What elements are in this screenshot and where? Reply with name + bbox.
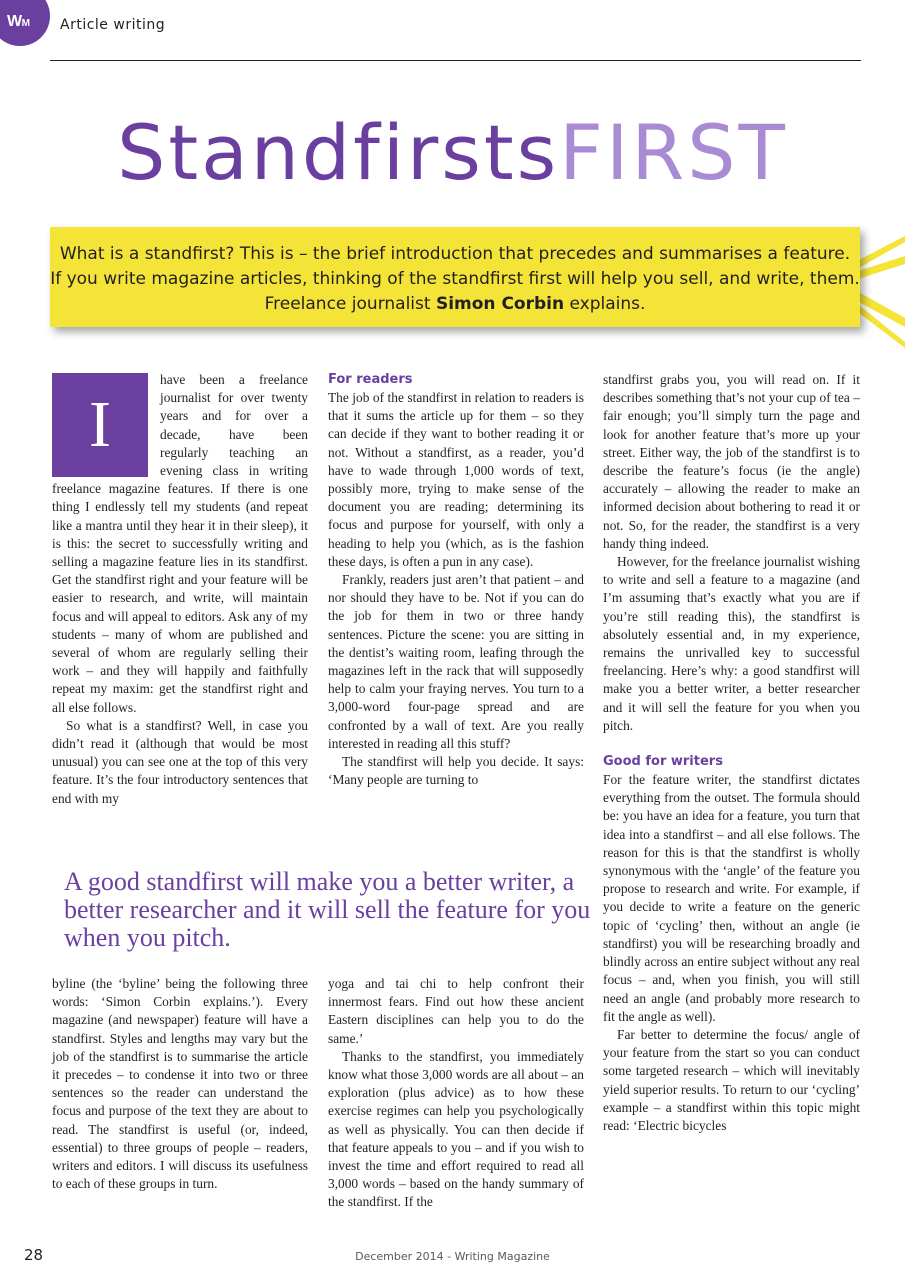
paragraph: have been a freelance journalist for over twenty years and for over a decade, have been regularly teaching an evening class in writing freelance magazine features. If there is one thing I endlessly tell my students (and repeat like a mantra until they hear it in their sleep), it is this: the secret to successfully writing and selling a magazine feature lies in its standfirst. Get the standfirst right and your feature will be easier to research, and write, will maintain focus and will appeal to editors. Ask any of my students – many of whom are published and several of whom are regularly selling their work – and they will happily and faithfully repeat my maxim: get the standfirst right and all else follows. xyxy=(52,372,308,715)
subheading-good-for-writers: Good for writers xyxy=(603,754,723,770)
magazine-logo xyxy=(0,0,50,46)
header-divider xyxy=(50,60,861,61)
drop-cap: I xyxy=(52,373,148,477)
paragraph: byline (the ‘byline’ being the following three words: ‘Simon Corbin explains.’). Every magazine (and newspaper) feature will have a standfirst. Styles and lengths may vary but the job of the standfirst is to summarise the article it precedes – to condense it into two or three sentences so the reader can understand the focus and purpose of the text they are about to read. The standfirst is useful (or, indeed, essential) to three groups of people – readers, writers and editors. I will discuss its usefulness to each of these groups in turn. xyxy=(52,976,308,1192)
standfirst-line-1: What is a standfirst? This is – the brief introduction that precedes and summarises a feature. xyxy=(59,244,851,264)
paragraph: So what is a standfirst? Well, in case you didn’t read it (although that would be most unusual) you can see one at the top of this very feature. It’s the four introductory sentences that end with my xyxy=(52,717,308,806)
standfirst-line-3: Freelance journalist Simon Corbin explains. xyxy=(264,294,646,314)
column-1-top xyxy=(52,371,308,808)
paragraph: Far better to determine the focus/ angle of your feature from the start so you can conduct some targeted research – which will inevitably yield superior results. To return to our ‘cycling’ example – a standfirst within this topic might read: ‘Electric bicycles xyxy=(603,1026,860,1133)
column-3 xyxy=(603,371,860,1135)
column-2-bottom xyxy=(328,975,584,1212)
column-1-bottom xyxy=(52,975,308,1193)
article-title xyxy=(0,108,905,198)
title-part-standfirsts: Standfirsts xyxy=(117,108,560,197)
logo-text: WM xyxy=(7,13,30,30)
paragraph: The standfirst will help you decide. It says: ‘Many people are turning to xyxy=(328,754,584,788)
paragraph: yoga and tai chi to help confront their innermost fears. Find out how these ancient Eastern disciplines can help you to do the same.’ xyxy=(328,976,584,1046)
paragraph: However, for the freelance journalist wishing to write and sell a feature to a magazine (and I’m assuming that’s exactly what you are if you’re still reading this), the standfirst is absolutely essential and, in my experience, remains the unrivalled key to successful freelancing. Here’s why: a good standfirst will make you a better writer, a better researcher and it will sell the feature for you when you pitch. xyxy=(603,554,860,733)
subheading-for-readers: For readers xyxy=(328,372,413,387)
pull-quote: A good standfirst will make you a better writer, a better researcher and it will sell the feature for you when you pitch. xyxy=(64,867,591,952)
author-name: Simon Corbin xyxy=(435,294,565,314)
paragraph: Thanks to the standfirst, you immediately know what those 3,000 words are all about – an exploration (plus advice) as to how these exercise regimes can help you psychologically as well as physically. You can then decide if that feature appeals to you – and if you wish to invest the time and effort required to read all 3,000 words – based on the handy summary of the standfirst. If the xyxy=(328,1048,584,1210)
issue-footer: December 2014 - Writing Magazine xyxy=(355,1250,550,1263)
standfirst-box xyxy=(50,227,860,327)
page-number: 28 xyxy=(24,1246,44,1264)
column-2-top xyxy=(328,371,584,789)
standfirst-line-2: If you write magazine articles, thinking of the standfirst first will help you sell, and write, them. xyxy=(50,269,860,289)
section-label: Article writing xyxy=(60,17,166,33)
paragraph: standfirst grabs you, you will read on. If it describes something that’s not your cup of tea – fair enough; you’ll simply turn the page and look for another feature that’s more up your street. Either way, the job of the standfirst is to describe the feature’s focus (ie the angle) accurately – allowing the reader to make an informed decision about bothering to read it or not. So, for the reader, the standfirst is a very handy thing indeed. xyxy=(603,372,860,551)
paragraph: The job of the standfirst in relation to readers is that it sums the article up for them – so they can decide if they want to bother reading it or not. Without a standfirst, as a reader, you’d have to wade through 1,000 words of text, possibly more, trying to make sense of the document you are reading; determining its focus and purpose for yourself, with only a heading to help you (which, as is the fashion these days, is often a pun in any case). xyxy=(328,390,584,569)
paragraph: Frankly, readers just aren’t that patient – and nor should they have to be. Not if you can do the job for them in two or three handy sentences. Picture the scene: you are sitting in the dentist’s waiting room, leafing through the magazines left in the rack that will supposedly help to calm your fraying nerves. You turn to a 3,000-word four-page spread and are confronted by a wall of text. Are you really interested in reading all this stuff? xyxy=(328,572,584,751)
paragraph: For the feature writer, the standfirst dictates everything from the outset. The formula should be: you have an idea for a feature, you turn that idea into a standfirst – and all else follows. The reason for this is that the standfirst is wholly synonymous with the ‘angle’ of the feature you propose to research and write. For example, if you decide to write a feature on the generic topic of ‘cycling’ then, without an angle (ie standfirst) you will be researching broadly and blindly across an entire subject without any real focus – and, when you finish, you will still need an angle (and probably more research to fit the angle as well). xyxy=(603,772,860,1024)
title-part-first: FIRST xyxy=(559,108,788,197)
